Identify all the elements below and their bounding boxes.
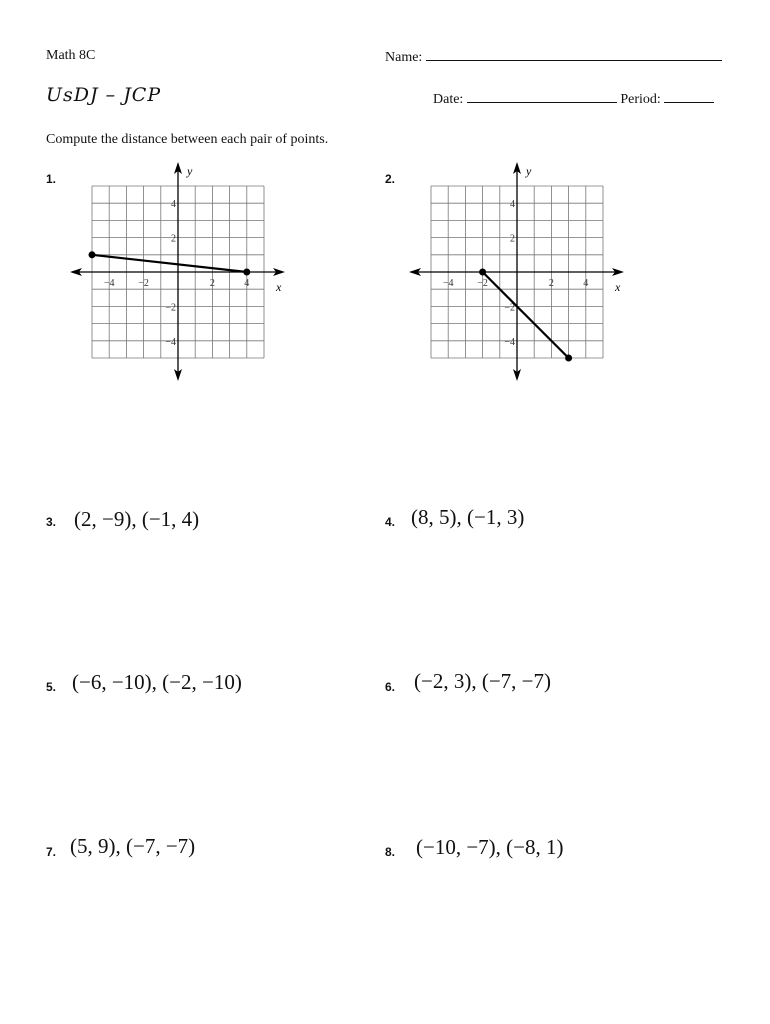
y-tick-label: −4: [504, 336, 515, 348]
y-tick-label: −4: [165, 336, 176, 348]
problem-number: 6.: [385, 680, 396, 694]
x-tick-label: 2: [548, 278, 554, 289]
line-segment: [92, 255, 247, 272]
y-tick-label: 2: [171, 233, 176, 245]
y-tick-label: 2: [510, 233, 515, 245]
x-tick-label: 4: [244, 278, 250, 289]
x-tick-label: −4: [442, 278, 454, 289]
x-tick-label: −2: [138, 278, 149, 289]
endpoint: [243, 269, 250, 276]
course-label: Math 8C: [46, 48, 96, 63]
point-pair: (−10, −7), (−8, 1): [416, 835, 564, 859]
name-field[interactable]: [385, 48, 722, 66]
period-label: Period:: [620, 92, 661, 107]
problem-number: 5.: [46, 680, 57, 694]
name-blank[interactable]: [426, 48, 722, 61]
date-period-row: [433, 90, 714, 108]
worksheet-title: UsDJ – JCP: [46, 84, 162, 106]
problem-number: 3.: [46, 515, 57, 529]
x-axis-label: x: [276, 280, 282, 294]
point-pair: (−2, 3), (−7, −7): [414, 669, 552, 693]
y-tick-label: −2: [165, 302, 176, 314]
x-tick-label: 4: [583, 278, 589, 289]
point-pair: (−6, −10), (−2, −10): [72, 670, 242, 694]
line-segment: [483, 272, 569, 358]
date-label: Date:: [433, 92, 464, 107]
endpoint: [479, 269, 486, 276]
point-pair: (2, −9), (−1, 4): [74, 507, 200, 531]
y-axis-label: y: [187, 164, 193, 178]
y-tick-label: −2: [504, 302, 515, 314]
y-axis-label: y: [526, 164, 532, 178]
x-tick-label: −2: [477, 278, 488, 289]
y-tick-label: 4: [510, 199, 515, 211]
date-blank[interactable]: [467, 90, 617, 103]
problem-number: 7.: [46, 845, 57, 859]
point-pair: (5, 9), (−7, −7): [70, 834, 196, 858]
problem-number: 4.: [385, 515, 396, 529]
name-label: Name:: [385, 50, 423, 65]
x-axis-label: x: [615, 280, 621, 294]
instructions: Compute the distance between each pair of points.: [46, 132, 329, 147]
endpoint: [89, 251, 96, 258]
coordinate-graph-2: [405, 160, 629, 384]
period-blank[interactable]: [664, 90, 714, 103]
problem-number: 8.: [385, 845, 396, 859]
point-pair: (8, 5), (−1, 3): [411, 505, 525, 529]
y-tick-label: 4: [171, 199, 176, 211]
coordinate-graph-1: [66, 160, 290, 384]
x-tick-label: −4: [103, 278, 115, 289]
problem-number: 1.: [46, 172, 57, 186]
endpoint: [565, 355, 572, 362]
problem-number: 2.: [385, 172, 396, 186]
x-tick-label: 2: [209, 278, 215, 289]
